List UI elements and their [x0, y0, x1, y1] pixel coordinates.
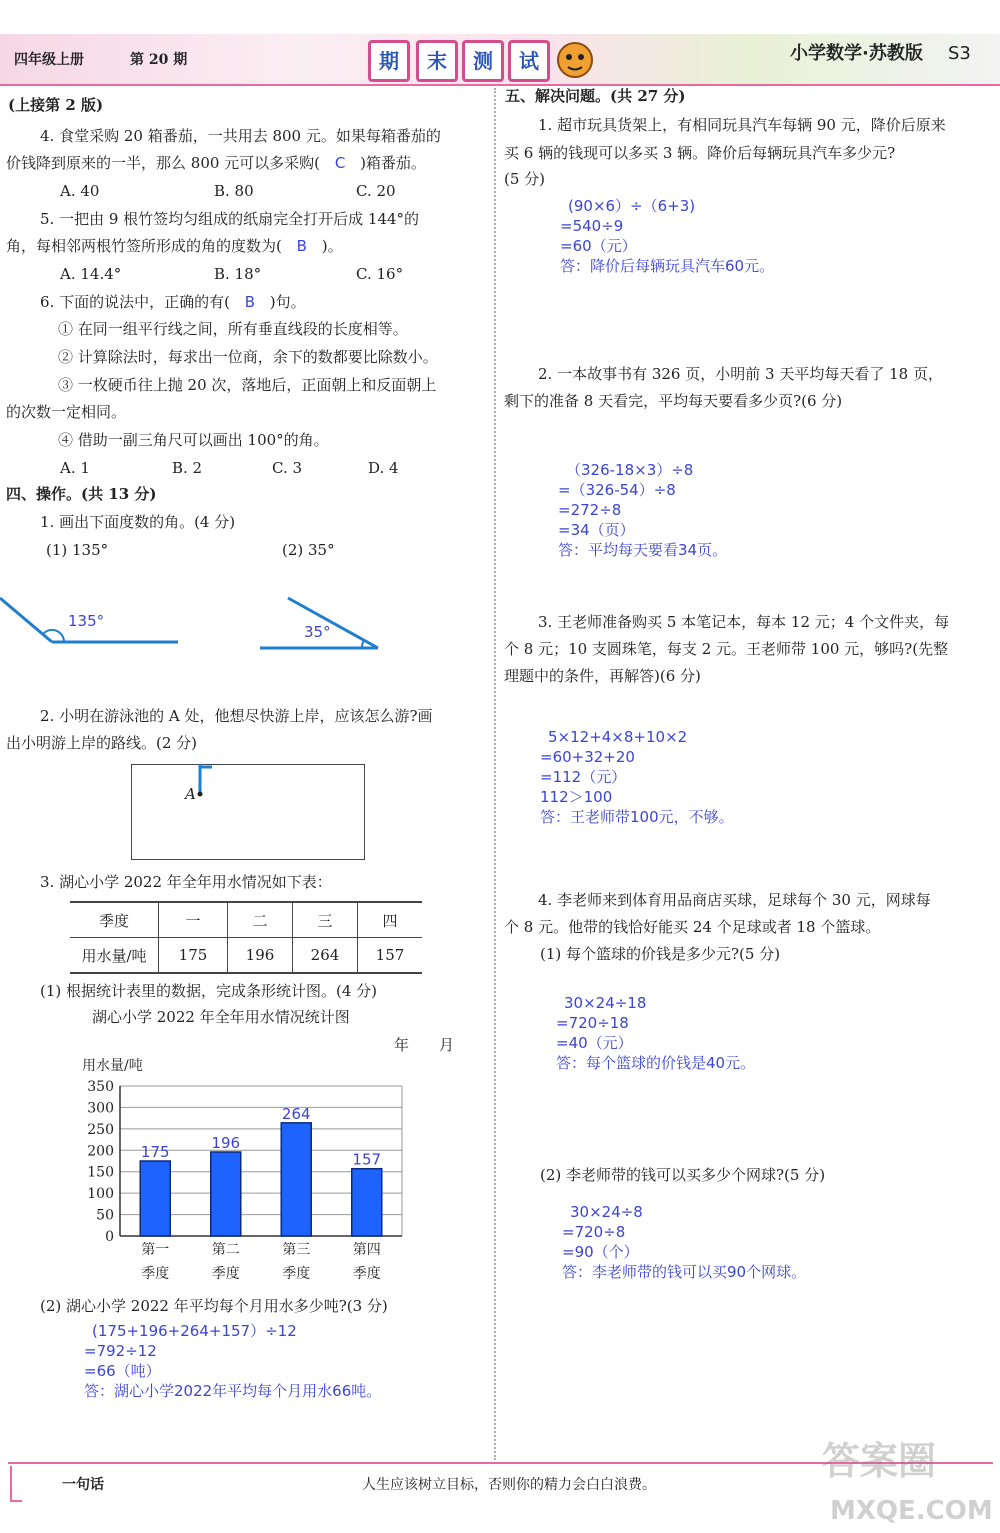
table-cell: 175: [159, 938, 228, 974]
table-cell: 一: [159, 902, 228, 938]
p4-work1-3: =40（元）: [556, 1034, 633, 1052]
p4-question-2: (2) 李老师带的钱可以买多少个网球?(5 分): [540, 1166, 826, 1184]
chart-y-tick-label: 350: [87, 1079, 114, 1095]
q5-option-a: A. 14.4°: [60, 265, 122, 283]
chart-x-tick-label: 第三: [282, 1242, 311, 1258]
chart-y-tick-label: 150: [87, 1164, 114, 1181]
op3-title: 3. 湖心小学 2022 年全年用水情况如下表：: [40, 873, 332, 891]
table-cell: 264: [293, 938, 358, 974]
chart-y-tick-label: 200: [87, 1143, 114, 1160]
op2-line2: 出小明游上岸的路线。(2 分): [6, 734, 198, 752]
footer-bracket: [10, 1466, 22, 1502]
p3-work-3: =112（元）: [540, 768, 627, 786]
op1-title: 1. 画出下面度数的角。(4 分): [40, 513, 236, 531]
angle-135-mark: 135°: [68, 612, 105, 630]
q5-option-b: B. 18°: [214, 265, 262, 283]
p3-work-4: 112＞100: [540, 788, 613, 806]
continued-note: (上接第 2 版): [8, 96, 104, 114]
q6-statement-2: ② 计算除法时，每求出一位商，余下的数都要比除数小。: [58, 348, 438, 366]
p4-work2-2: =720÷8: [562, 1223, 626, 1241]
chart-bar: [281, 1123, 311, 1236]
p4-question-1: (1) 每个篮球的价钱是多少元?(5 分): [540, 945, 781, 963]
q6-option-a: A. 1: [60, 459, 90, 477]
chart-x-tick-label: 第四: [352, 1242, 381, 1258]
chart-x-tick-label: 季度: [141, 1266, 170, 1282]
q6-statement-4: ④ 借助一副三角尺可以画出 100°的角。: [58, 431, 329, 449]
op3-work-1: (175+196+264+157）÷12: [92, 1322, 297, 1340]
p1-work-2: =540÷9: [560, 217, 624, 235]
angle-35-mark: 35°: [304, 623, 331, 641]
q6-statement-3-cont: 的次数一定相同。: [6, 403, 127, 421]
footer-quote: 人生应该树立目标，否则你的精力会白白浪费。: [362, 1477, 656, 1493]
p2-work-1: （326-18×3）÷8: [566, 461, 694, 479]
title-tile-3: 测: [462, 40, 504, 82]
chart-bar: [211, 1152, 241, 1236]
chart-x-tick-label: 第一: [141, 1242, 170, 1258]
section4-title: 四、操作。(共 13 分): [6, 485, 157, 503]
q4-option-a: A. 40: [60, 182, 100, 200]
op1-label-a: (1) 135°: [46, 541, 109, 559]
subject-label: 小学数学·苏教版: [790, 43, 923, 64]
q6-statement-3: ③ 一枚硬币往上抛 20 次，落地后，正面朝上和反面朝上: [58, 376, 437, 394]
p3-line3: 理题中的条件，再解答)(6 分): [504, 667, 701, 685]
point-a-label: A: [185, 785, 196, 803]
p3-work-2: =60+32+20: [540, 748, 635, 766]
op2-line1: 2. 小明在游泳池的 A 处，他想尽快游上岸，应该怎么游?画: [40, 707, 433, 725]
title-tile-2: 末: [416, 40, 458, 82]
q4-line1: 4. 食堂采购 20 箱番茄，一共用去 800 元。如果每箱番茄的: [40, 127, 441, 145]
op3-part1: (1) 根据统计表里的数据，完成条形统计图。(4 分): [40, 982, 378, 1000]
p4-line2: 个 8 元。他带的钱恰好能买 24 个足球或者 18 个篮球。: [504, 918, 881, 936]
p4-work1-2: =720÷18: [556, 1014, 629, 1032]
q6-option-b: B. 2: [172, 459, 203, 477]
chart-title: 湖心小学 2022 年全年用水情况统计图: [92, 1008, 350, 1026]
table-cell: 季度: [70, 902, 159, 938]
p1-line3: (5 分): [504, 170, 546, 188]
chart-bar: [352, 1169, 382, 1236]
watermark-url: MXQE.COM: [830, 1496, 993, 1526]
footer-label: 一句话: [62, 1477, 104, 1493]
p4-work1-1: 30×24÷18: [564, 994, 647, 1012]
q6-answer: B: [244, 293, 256, 311]
chart-x-tick-label: 季度: [282, 1266, 311, 1282]
table-cell: 196: [228, 938, 293, 974]
p1-work-answer: 答：降价后每辆玩具汽车60元。: [560, 257, 775, 275]
column-divider: [494, 88, 496, 1460]
p3-line1: 3. 王老师准备购买 5 本笔记本，每本 12 元；4 个文件夹，每: [538, 613, 950, 631]
header-divider: [0, 84, 1000, 86]
q6-option-d: D. 4: [368, 459, 399, 477]
chart-data-label: 196: [211, 1134, 241, 1152]
table-cell: 二: [228, 902, 293, 938]
chart-x-tick-label: 季度: [352, 1266, 381, 1282]
page-number: S3: [948, 43, 971, 64]
chart-y-axis-label: 用水量/吨: [82, 1058, 143, 1074]
water-usage-table: [70, 901, 422, 974]
grade-label: 四年级上册: [14, 52, 84, 68]
chart-y-tick-label: 50: [96, 1207, 114, 1224]
title-tile-4: 试: [508, 40, 550, 82]
section5-title: 五、解决问题。(共 27 分): [505, 87, 686, 105]
q5-option-c: C. 16°: [356, 265, 404, 283]
chart-y-tick-label: 0: [105, 1229, 114, 1245]
table-cell: 157: [358, 938, 423, 974]
chart-data-label: 157: [352, 1150, 382, 1169]
p4-work2-1: 30×24÷8: [570, 1203, 643, 1221]
chart-bar: [140, 1161, 170, 1236]
issue-label: 第 20 期: [130, 52, 188, 68]
watermark-logo: 答案圈: [822, 1439, 937, 1483]
op3-work-3: =66（吨）: [84, 1362, 161, 1380]
chart-data-label: 264: [281, 1104, 311, 1123]
chart-x-tick-label: 第二: [211, 1242, 240, 1258]
q6-statement-1: ① 在同一组平行线之间，所有垂直线段的长度相等。: [58, 320, 408, 338]
tiger-mascot-icon: [552, 36, 598, 82]
p2-line1: 2. 一本故事书有 326 页，小明前 3 天平均每天看了 18 页，: [538, 365, 943, 383]
op3-part2: (2) 湖心小学 2022 年平均每个月用水多少吨?(3 分): [40, 1297, 388, 1315]
q5-line1: 5. 一把由 9 根竹签均匀组成的纸扇完全打开后成 144°的: [40, 210, 420, 228]
op3-work-2: =792÷12: [84, 1342, 157, 1360]
chart-y-tick-label: 100: [87, 1186, 114, 1203]
table-cell: 四: [358, 902, 423, 938]
table-row: [70, 938, 422, 974]
p2-work-3: =272÷8: [558, 501, 622, 519]
p1-work-3: =60（元）: [560, 237, 637, 255]
p4-work2-answer: 答：李老师带的钱可以买90个网球。: [562, 1263, 807, 1281]
p2-work-answer: 答：平均每天要看34页。: [558, 541, 728, 559]
q5-line2: 角，每相邻两根竹签所形成的角的度数为( B )。: [6, 237, 343, 255]
p3-line2: 个 8 元；10 支圆珠笔，每支 2 元。王老师带 100 元，够吗?(先整: [504, 640, 949, 658]
chart-y-tick-label: 300: [87, 1100, 114, 1117]
title-tile-1: 期: [368, 40, 410, 82]
op3-work-answer: 答：湖心小学2022年平均每个月用水66吨。: [84, 1382, 382, 1400]
q6-option-c: C. 3: [272, 459, 303, 477]
op1-label-b: (2) 35°: [282, 541, 335, 559]
chart-y-tick-label: 250: [87, 1121, 114, 1138]
q4-answer: C: [334, 154, 346, 172]
p4-line1: 4. 李老师来到体育用品商店买球，足球每个 30 元，网球每: [538, 891, 931, 909]
q4-option-b: B. 80: [214, 182, 254, 200]
q5-answer: B: [296, 237, 307, 255]
p4-work2-3: =90（个）: [562, 1243, 639, 1261]
angle-drawings: [0, 590, 400, 660]
p1-line1: 1. 超市玩具货架上，有相同玩具汽车每辆 90 元，降价后原来: [538, 116, 946, 134]
p4-work1-answer: 答：每个篮球的价钱是40元。: [556, 1054, 756, 1072]
p1-line2: 买 6 辆的钱现可以多买 3 辆。降价后每辆玩具汽车多少元?: [504, 144, 896, 162]
table-header-row: [70, 902, 422, 938]
p2-work-2: =（326-54）÷8: [558, 481, 676, 499]
q4-option-c: C. 20: [356, 182, 396, 200]
table-cell: 三: [293, 902, 358, 938]
p2-work-4: =34（页）: [558, 521, 635, 539]
chart-data-label: 175: [140, 1143, 170, 1161]
p2-line2: 剩下的准备 8 天看完，平均每天要看多少页?(6 分): [504, 392, 843, 410]
table-cell: 用水量/吨: [70, 938, 159, 974]
p3-work-answer: 答：王老师带100元，不够。: [540, 808, 734, 826]
chart-x-tick-label: 季度: [211, 1266, 240, 1282]
water-usage-bar-chart: [60, 1004, 460, 1286]
q4-line2: 价钱降到原来的一半，那么 800 元可以多采购( C )箱番茄。: [6, 154, 426, 172]
p3-work-1: 5×12+4×8+10×2: [548, 728, 688, 746]
q6-line1: 6. 下面的说法中，正确的有( B )句。: [40, 293, 306, 311]
chart-date-label: 年 月: [394, 1036, 455, 1054]
pool-rectangle: [131, 764, 365, 860]
p1-work-1: (90×6）÷（6+3): [568, 197, 696, 215]
